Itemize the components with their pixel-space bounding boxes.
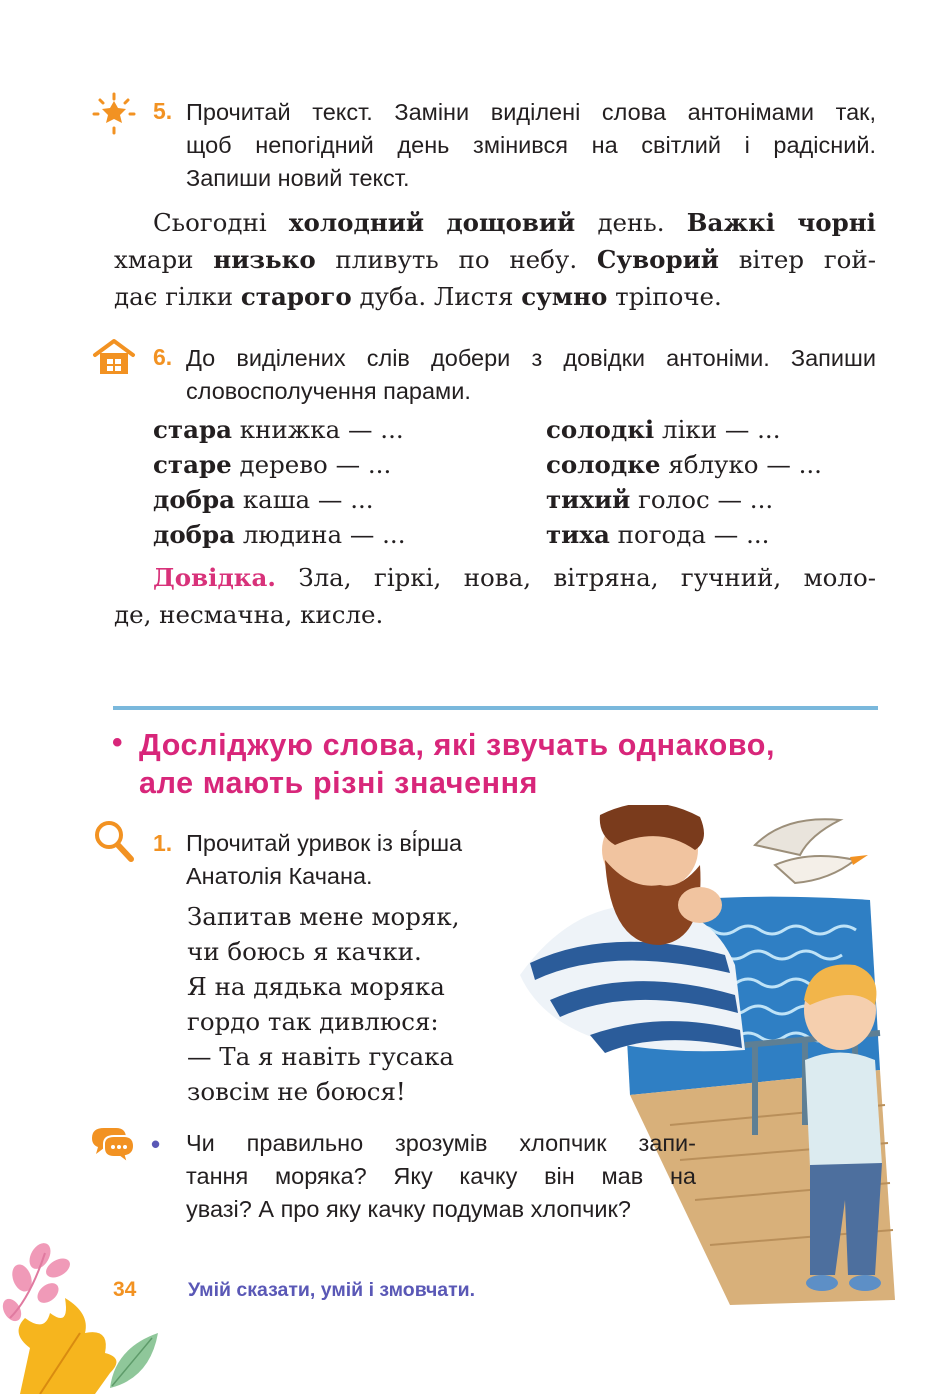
- task5-text: [114, 204, 876, 315]
- pair-item: [546, 482, 876, 517]
- task6-instruction-line: До виділених слів добери з довідки антоніми. Запиши: [186, 345, 876, 371]
- leaves-decoration: [0, 1238, 170, 1394]
- pair-bold: старе: [153, 450, 232, 479]
- poem-line: чи боюсь я качки.: [187, 937, 422, 966]
- pair-bold: тихий: [546, 485, 631, 514]
- text-segment: [775, 208, 797, 237]
- task5-instruction-line: Запиши новий текст.: [186, 165, 410, 191]
- text-segment: [424, 208, 446, 237]
- sun-brain-icon: [92, 92, 136, 136]
- illustration: [510, 805, 905, 1310]
- section-divider: [113, 706, 878, 710]
- yellow-leaf: [19, 1298, 117, 1394]
- text-segment: вітер гой-: [718, 245, 877, 274]
- hint-block: [114, 559, 876, 633]
- section-bullet: •: [112, 726, 123, 759]
- task1-instruction: [186, 827, 462, 893]
- pair-rest: ліки — ...: [654, 415, 781, 444]
- question-text: [186, 1127, 696, 1226]
- pair-bold: солодке: [546, 450, 661, 479]
- highlighted-word: Важкі: [686, 208, 776, 237]
- text-segment: Сьогодні: [153, 208, 289, 237]
- task6-icon: [92, 338, 136, 376]
- text-segment: хмари: [114, 245, 214, 274]
- section-title-line: але мають різні значення: [139, 766, 539, 800]
- highlighted-word: низько: [213, 245, 316, 274]
- text-segment: дуба. Листя: [351, 282, 522, 311]
- pair-item: [153, 412, 533, 447]
- question-bullet: •: [151, 1129, 161, 1159]
- pair-item: [546, 412, 876, 447]
- text-segment: дає гілки: [114, 282, 241, 311]
- task1-instruction-line: Прочитай уривок із ві́рша: [186, 830, 463, 856]
- magnifier-icon: [92, 818, 136, 864]
- highlighted-word: Суворий: [596, 245, 719, 274]
- task5-text-line: [114, 278, 876, 315]
- section-title: [139, 726, 775, 802]
- task1-icon: [92, 818, 136, 864]
- footer-title: Умій сказати, умій і змовчати.: [188, 1279, 476, 1301]
- highlighted-word: сумно: [521, 282, 608, 311]
- text-segment: тріпоче.: [607, 282, 722, 311]
- pairs-right: [546, 412, 876, 552]
- pair-bold: тиха: [546, 520, 610, 549]
- text-segment: пливуть по небу.: [315, 245, 597, 274]
- pair-rest: людина — ...: [235, 520, 406, 549]
- highlighted-word: дощовий: [446, 208, 576, 237]
- pair-rest: погода — ...: [609, 520, 770, 549]
- pair-rest: яблуко — ...: [660, 450, 822, 479]
- poem-line: Я на дядька моряка: [187, 972, 445, 1001]
- hint-line: де, несмачна, кисле.: [114, 600, 384, 629]
- pair-item: [153, 517, 533, 552]
- pair-bold: добра: [153, 485, 236, 514]
- pink-leaves: [0, 1239, 73, 1324]
- pair-bold: солодкі: [546, 415, 655, 444]
- pair-rest: дерево — ...: [231, 450, 392, 479]
- chat-bubbles-icon: [90, 1126, 136, 1166]
- task1-instruction-line: Анатолія Качана.: [186, 863, 373, 889]
- task6-instruction: [186, 342, 876, 408]
- task5-number: 5.: [153, 98, 173, 124]
- task5-icon: [92, 92, 136, 136]
- task6-instruction-line: словосполучення парами.: [186, 378, 471, 404]
- task5-text-line: [114, 241, 876, 278]
- pairs-left: [153, 412, 533, 552]
- hint-line: [114, 559, 876, 596]
- sailor-stripes: [530, 942, 742, 1053]
- hint-label: Довідка.: [153, 563, 276, 592]
- text-segment: день.: [575, 208, 687, 237]
- pair-rest: книжка — ...: [231, 415, 404, 444]
- highlighted-word: холодний: [288, 208, 425, 237]
- poem-line: — Та я навіть гусака: [187, 1042, 455, 1071]
- pair-rest: голос — ...: [630, 485, 774, 514]
- poem-line: зовсім не боюся!: [187, 1077, 406, 1106]
- question-line: увазі? А про яку качку подумав хлопчик?: [186, 1196, 631, 1222]
- poem-line: Запитав мене моряк,: [187, 902, 460, 931]
- task5-text-line: [114, 204, 876, 241]
- task5-instruction-line: Прочитай текст. Заміни виділені слова антонімами так,: [186, 99, 876, 125]
- highlighted-word: чорні: [797, 208, 876, 237]
- pair-item: [153, 482, 533, 517]
- task6-number: 6.: [153, 344, 173, 370]
- sailor-hand: [678, 887, 722, 923]
- task1-number: 1.: [153, 830, 173, 856]
- poem-line: гордо так дивлюся:: [187, 1007, 439, 1036]
- page-number: 34: [113, 1278, 137, 1301]
- pair-item: [546, 447, 876, 482]
- question-line: Чи правильно зрозумів хлопчик запи-: [186, 1130, 696, 1156]
- pair-item: [546, 517, 876, 552]
- poem: [187, 899, 460, 1109]
- section-title-line: Досліджую слова, які звучать однаково,: [139, 728, 776, 762]
- question-icon: [90, 1126, 136, 1166]
- pair-bold: стара: [153, 415, 232, 444]
- seagull: [755, 819, 868, 883]
- pair-rest: каша — ...: [235, 485, 374, 514]
- pair-bold: добра: [153, 520, 236, 549]
- house-icon: [92, 338, 136, 376]
- pair-item: [153, 447, 533, 482]
- task5-instruction-line: щоб непогідний день змінився на світлий і радісний.: [186, 132, 876, 158]
- hint-text: Зла, гіркі, нова, вітряна, гучний, моло-: [275, 563, 876, 592]
- question-line: тання моряка? Яку качку він мав на: [186, 1163, 696, 1189]
- highlighted-word: старого: [240, 282, 352, 311]
- task5-instruction: [186, 96, 876, 195]
